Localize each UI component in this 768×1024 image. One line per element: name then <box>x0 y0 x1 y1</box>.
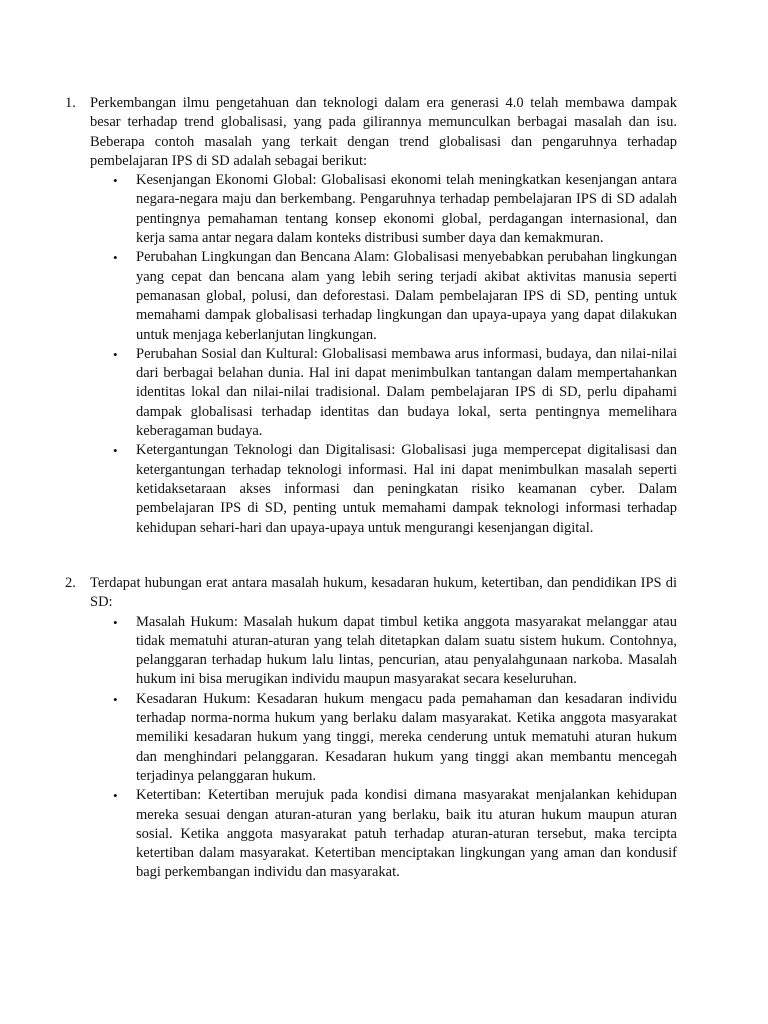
numbered-item-2 <box>65 574 677 883</box>
numbered-item-1 <box>65 94 677 538</box>
list-item <box>113 345 677 441</box>
bullet-text: Kesenjangan Ekonomi Global: Globalisasi ekonomi telah meningkatkan kesenjangan antara negara-negara maju dan berkembang. Pengaruhnya terhadap pembelajaran IPS di SD adalah pentingnya pemahaman tentang konsep ekonomi global, perdagangan internasional, dan kerja sama antar negara dalam konteks distribusi sumber daya dan kemakmuran. <box>136 172 677 247</box>
bullet-icon: • <box>113 173 118 189</box>
list-item <box>113 613 677 690</box>
item-number: 1. <box>65 95 76 111</box>
bullet-text: Perubahan Lingkungan dan Bencana Alam: Globalisasi menyebabkan perubahan lingkungan yang cepat dan bencana alam yang lebih sering terjadi akibat aktivitas manusia seperti pemanasan global, polusi, dan deforestasi. Dalam pembelajaran IPS di SD, penting untuk memahami dampak globalisasi terhadap lingkungan dan upaya-upaya yang dapat dilakukan untuk menjaga keberlanjutan lingkungan. <box>136 249 677 343</box>
item-number: 2. <box>65 575 76 591</box>
bullet-icon: • <box>113 788 118 804</box>
bullet-icon: • <box>113 346 118 362</box>
bullet-icon: • <box>113 443 118 459</box>
bullet-icon: • <box>113 691 118 707</box>
list-item <box>113 248 677 344</box>
bullet-text: Masalah Hukum: Masalah hukum dapat timbul ketika anggota masyarakat melanggar atau tidak mematuhi aturan-aturan yang telah ditetapkan dalam suatu sistem hukum. Contohnya, pelanggaran terhadap hukum lalu lintas, pencurian, atau penyalahgunaan narkoba. Masalah hukum ini bisa merugikan individu maupun masyarakat secara keseluruhan. <box>136 613 677 688</box>
bullet-text: Ketergantungan Teknologi dan Digitalisasi: Globalisasi juga mempercepat digitalisasi dan ketergantungan terhadap teknologi informasi. Hal ini dapat menimbulkan masalah seperti ketidaksetaraan akses informasi dan peningkatan risiko keamanan cyber. Dalam pembelajaran IPS di SD, penting untuk memahami dampak teknologi informasi terhadap kehidupan sehari-hari dan upaya-upaya untuk mengurangi kesenjangan digital. <box>136 442 677 536</box>
bullet-list <box>90 613 677 883</box>
bullet-text: Ketertiban: Ketertiban merujuk pada kondisi dimana masyarakat menjalankan kehidupan mereka sesuai dengan aturan-aturan yang berlaku, baik itu aturan hukum maupun aturan sosial. Ketika anggota masyarakat patuh terhadap aturan-aturan tersebut, maka tercipta ketertiban dalam masyarakat. Ketertiban menciptakan lingkungan yang aman dan kondusif bagi perkembangan individu dan masyarakat. <box>136 787 677 881</box>
bullet-text: Perubahan Sosial dan Kultural: Globalisasi membawa arus informasi, budaya, dan nilai-nilai dari berbagai belahan dunia. Hal ini dapat menimbulkan tantangan dalam mempertahankan identitas lokal dan nilai-nilai tradisional. Dalam pembelajaran IPS di SD, perlu dipahami dampak globalisasi terhadap identitas dan budaya lokal, serta pentingnya memelihara keberagaman budaya. <box>136 345 677 440</box>
list-item <box>113 690 677 786</box>
bullet-icon: • <box>113 250 118 266</box>
list-item <box>113 786 677 882</box>
item-intro-paragraph: Perkembangan ilmu pengetahuan dan teknologi dalam era generasi 4.0 telah membawa dampak besar terhadap trend globalisasi, yang pada gilirannya memunculkan berbagai masalah dan isu. Beberapa contoh masalah yang terkait dengan trend globalisasi dan pengaruhnya terhadap pembelajaran IPS di SD adalah sebagai berikut: <box>90 95 677 169</box>
item-intro-paragraph: Terdapat hubungan erat antara masalah hukum, kesadaran hukum, ketertiban, dan pendidikan IPS di SD: <box>90 575 677 611</box>
bullet-text: Kesadaran Hukum: Kesadaran hukum mengacu pada pemahaman dan kesadaran individu terhadap norma-norma hukum yang berlaku dalam masyarakat. Ketika anggota masyarakat memiliki kesadaran hukum yang tinggi, mereka cenderung untuk mematuhi aturan hukum dan menghindari pelanggaran. Kesadaran hukum yang tinggi akan membantu mencegah terjadinya pelanggaran hukum. <box>136 690 677 784</box>
list-item <box>113 441 677 537</box>
bullet-list <box>90 171 677 538</box>
bullet-icon: • <box>113 614 118 630</box>
list-item <box>113 171 677 248</box>
